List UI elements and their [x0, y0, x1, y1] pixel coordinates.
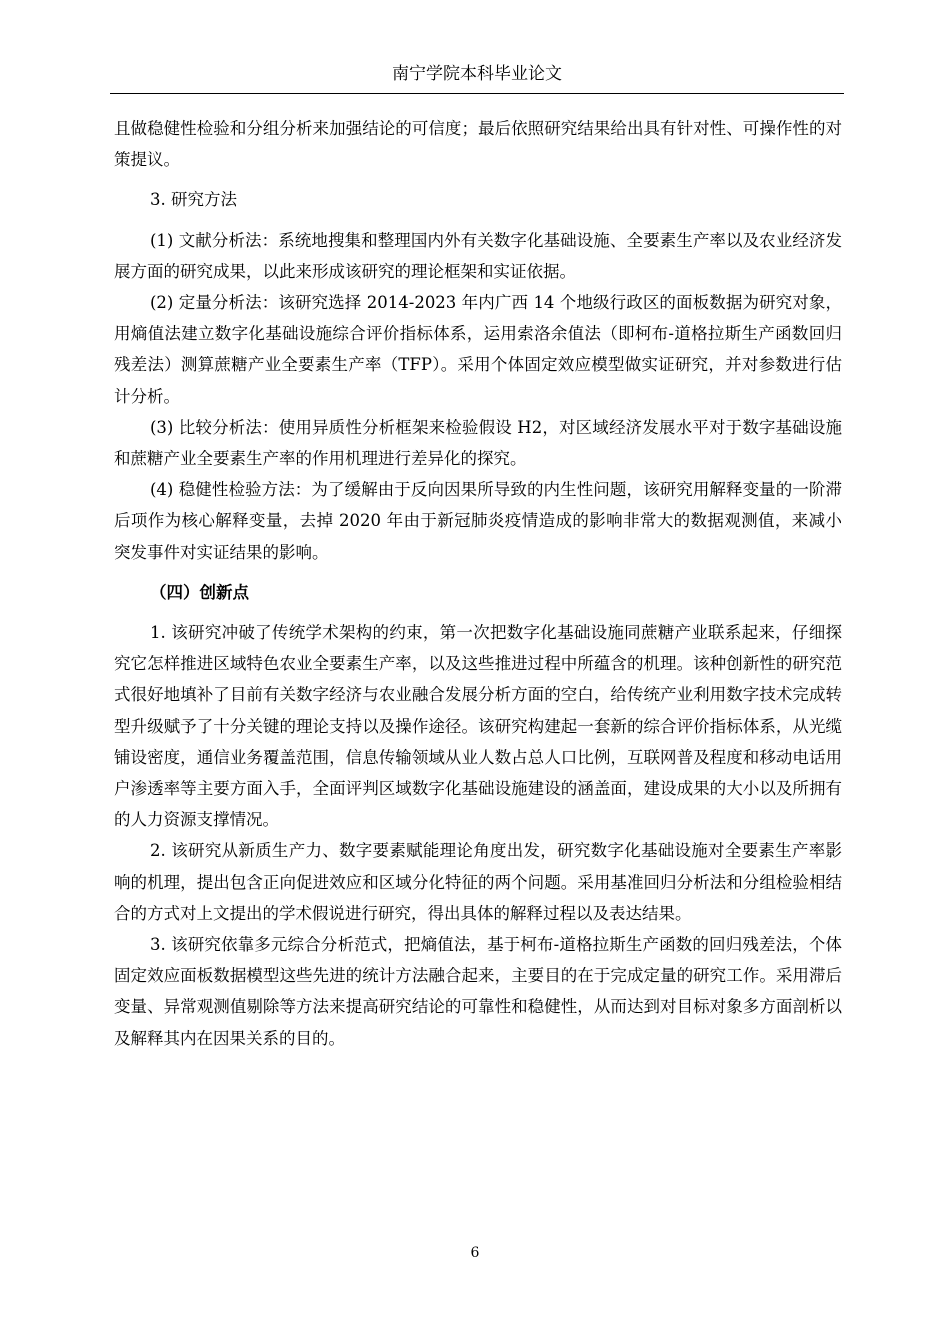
header-rule	[110, 93, 844, 94]
section-heading-research-methods: 3. 研究方法	[150, 190, 237, 210]
paragraph-innovation-2: 2. 该研究从新质生产力、数字要素赋能理论角度出发，研究数字化基础设施对全要素生产率影响的机理，提出包含正向促进效应和区域分化特征的两个问题。采用基准回归分析法和分组检验相结合的方式对上文提出的学术假说进行研究，得出具体的解释过程以及表达结果。	[114, 841, 842, 923]
running-header: 南宁学院本科毕业论文	[392, 64, 562, 84]
document-body	[114, 113, 842, 1054]
page-number: 6	[470, 1245, 480, 1261]
paragraph-innovation-1: 1. 该研究冲破了传统学术架构的约束，第一次把数字化基础设施同蔗糖产业联系起来，仔细探究它怎样推进区域特色农业全要素生产率，以及这些推进过程中所蕴含的机理。该种创新性的研究范式很好地填补了目前有关数字经济与农业融合发展分析方面的空白，给传统产业利用数字技术完成转型升级赋予了十分关键的理论支持以及操作途径。该研究构建起一套新的综合评价指标体系，从光缆铺设密度，通信业务覆盖范围，信息传输领域从业人数占总人口比例，互联网普及程度和移动电话用户渗透率等主要方面入手，全面评判区域数字化基础设施建设的涵盖面，建设成果的大小以及所拥有的人力资源支撑情况。	[114, 623, 842, 830]
paragraph-innovation-3: 3. 该研究依靠多元综合分析范式，把熵值法，基于柯布-道格拉斯生产函数的回归残差法，个体固定效应面板数据模型这些先进的统计方法融合起来，主要目的在于完成定量的研究工作。采用滞后变量、异常观测值剔除等方法来提高研究结论的可靠性和稳健性，从而达到对目标对象多方面剖析以及解释其内在因果关系的目的。	[114, 935, 842, 1048]
paragraph-method-quantitative: (2) 定量分析法：该研究选择 2014-2023 年内广西 14 个地级行政区的面板数据为研究对象，用熵值法建立数字化基础设施综合评价指标体系，运用索洛余值法（即柯布-道格拉斯生产函数回归残差法）测算蔗糖产业全要素生产率（TFP）。采用个体固定效应模型做实证研究，并对参数进行估计分析。	[114, 293, 842, 406]
paragraph-method-literature: (1) 文献分析法：系统地搜集和整理国内外有关数字化基础设施、全要素生产率以及农业经济发展方面的研究成果，以此来形成该研究的理论框架和实证依据。	[114, 230, 842, 281]
paragraph-method-robustness: (4) 稳健性检验方法：为了缓解由于反向因果所导致的内生性问题，该研究用解释变量的一阶滞后项作为核心解释变量，去掉 2020 年由于新冠肺炎疫情造成的影响非常大的数据观测值，来减小突发事件对实证结果的影响。	[114, 480, 842, 562]
paragraph-continuation: 且做稳健性检验和分组分析来加强结论的可信度；最后依照研究结果给出具有针对性、可操作性的对策提议。	[114, 119, 842, 170]
section-heading-innovation: （四）创新点	[150, 582, 249, 602]
paragraph-method-comparative: (3) 比较分析法：使用异质性分析框架来检验假设 H2，对区域经济发展水平对于数字基础设施和蔗糖产业全要素生产率的作用机理进行差异化的探究。	[114, 417, 842, 469]
